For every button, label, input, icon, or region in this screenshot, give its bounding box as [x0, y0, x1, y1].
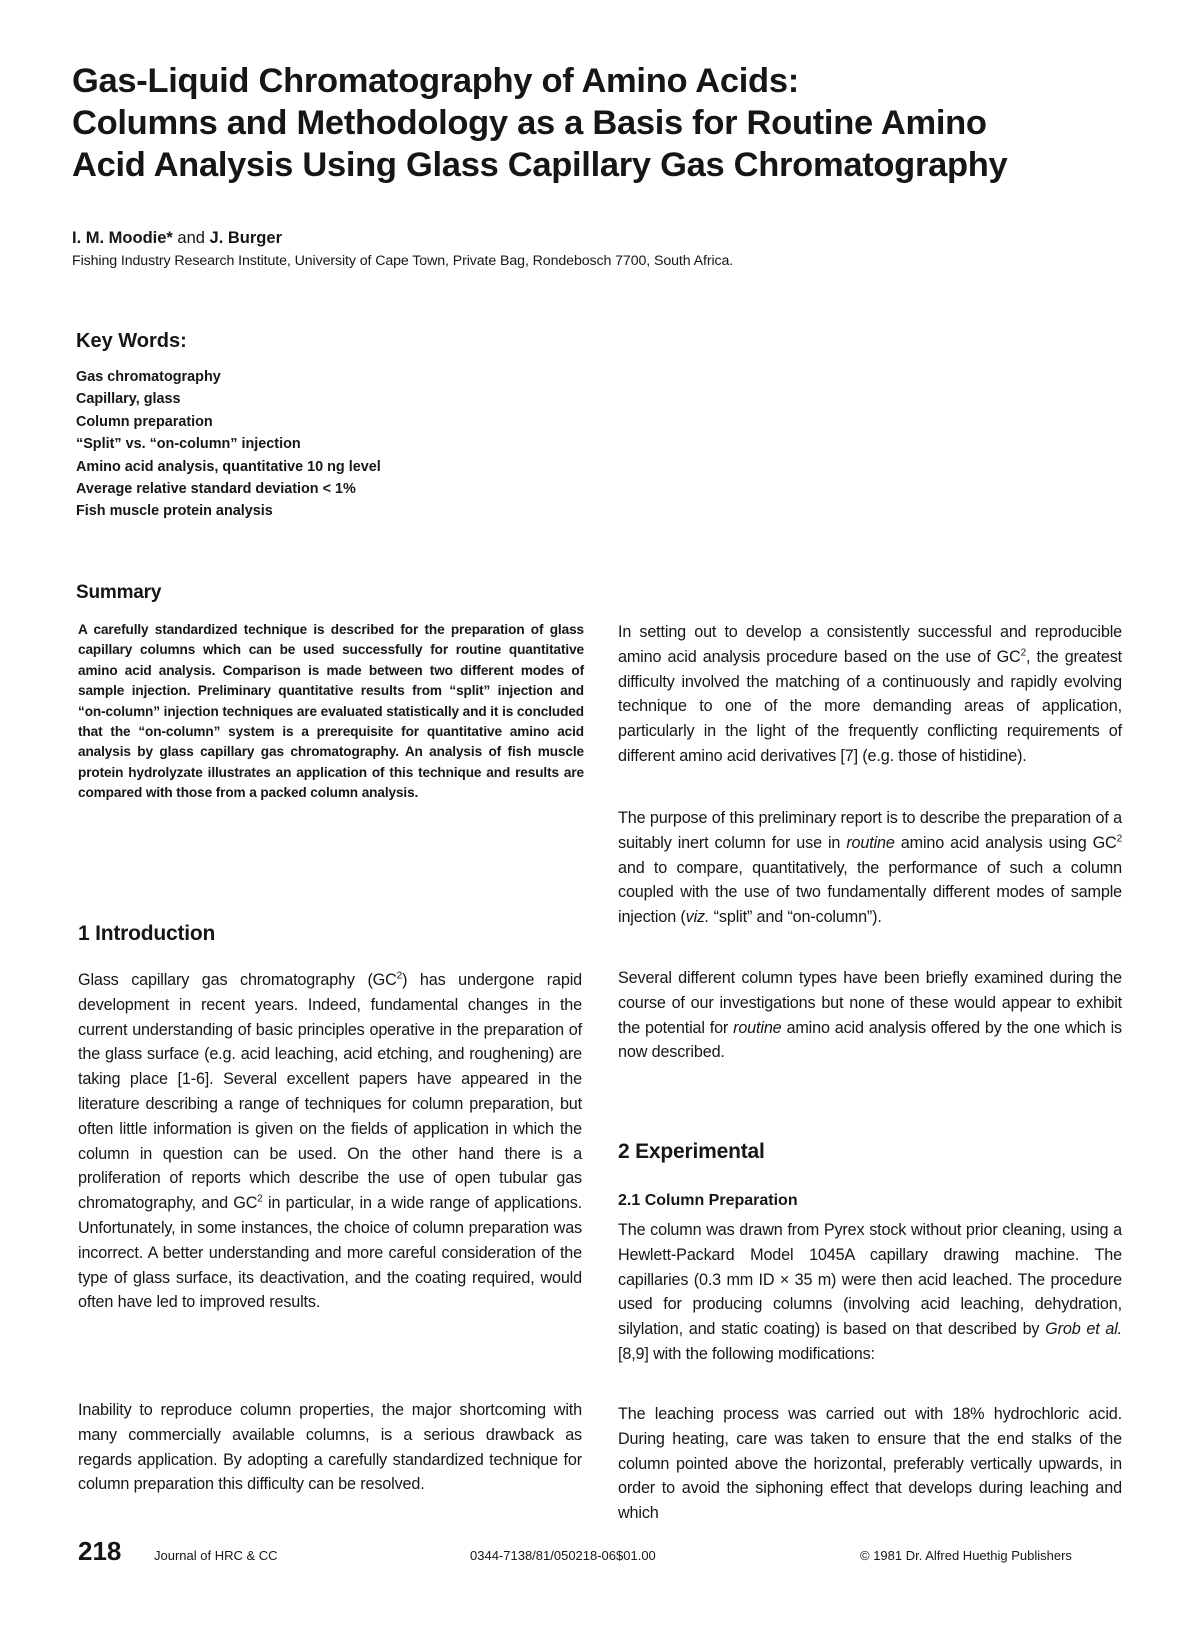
text-run: The purpose of this preliminary report is to describe the preparation of a suitably inert column for use in [618, 809, 1122, 852]
text-run: [8,9] with the following modifications: [618, 1344, 875, 1363]
text-run: In setting out to develop a consistently successful and reproducible amino acid analysis procedure based on the use of GC [618, 623, 1122, 666]
author-name: I. M. Moodie* [72, 229, 173, 247]
text-run: amino acid analysis offered by the one which is now described. [618, 1018, 1122, 1062]
title-line: Gas-Liquid Chromatography of Amino Acids: [72, 62, 799, 100]
keyword-item: Gas chromatography [76, 369, 221, 385]
author-line [72, 229, 282, 248]
journal-name: Journal of HRC & CC [154, 1548, 278, 1563]
text-run: Glass capillary gas chromatography (GC [78, 971, 397, 989]
article-code: 0344-7138/81/050218-06$01.00 [470, 1548, 656, 1563]
experimental-heading: 2 Experimental [618, 1140, 765, 1163]
keyword-item: Amino acid analysis, quantitative 10 ng level [76, 458, 381, 475]
text-run: Several different column types have been briefly examined during the course of our investigations but none of these would appear to exhibit the potential for [618, 969, 1122, 1037]
keyword-item: Capillary, glass [76, 391, 181, 408]
right-paragraph-1 [618, 620, 1122, 769]
summary-text: A carefully standardized technique is described for the preparation of glass capillary columns which can be used successfully for routine quantitative amino acid analysis. Comparison is made between two different modes of sample injection. Preliminary quantitative results from “split” injection and “on-column” injection techniques are evaluated statistically and it is concluded that the “on-column” system is a prerequisite for quantitative amino acid analysis by glass capillary gas chromatography. An analysis of fish muscle protein hydrolyzate illustrates an application of this technique and results are compared with those from a packed column analysis. [78, 622, 584, 801]
text-run: “split” and “on-column”). [709, 908, 882, 927]
title-line: Columns and Methodology as a Basis for Routine Amino [72, 104, 987, 142]
summary-heading: Summary [76, 582, 162, 603]
keyword-item: “Split” vs. “on-column” injection [76, 436, 301, 453]
keywords-list [76, 366, 381, 523]
column-preparation-heading: 2.1 Column Preparation [618, 1192, 798, 1209]
right-paragraph-3 [618, 966, 1122, 1065]
article-title [72, 60, 1132, 186]
experimental-paragraph-2: The leaching process was carried out with 18% hydrochloric acid. During heating, care was taken to ensure that the end stalks of the column pointed above the horizontal, preferably vertically upwards, in order to avoid the siphoning effect that develops during leaching and which [618, 1405, 1122, 1523]
text-run: in particular, in a wide range of applications. Unfortunately, in some instances, the choice of column preparation was incorrect. A better understanding and more careful consideration of the type of glass surface, its deactivation, and the coating required, would often have led to improved results. [78, 1194, 582, 1312]
author-name: J. Burger [209, 229, 282, 247]
text-run: , the greatest difficulty involved the matching of a continuously and rapidly evolving technique to one of the more demanding areas of application, particularly in the light of the frequently conflicting requirements of different amino acid derivatives [7] (e.g. those of histidine). [618, 647, 1122, 765]
keyword-item: Fish muscle protein analysis [76, 503, 273, 520]
copyright-notice: © 1981 Dr. Alfred Huethig Publishers [860, 1548, 1072, 1563]
experimental-paragraph-1 [618, 1218, 1122, 1367]
superscript: 2 [1116, 833, 1123, 845]
text-run: amino acid analysis using GC [894, 833, 1117, 852]
page-number: 218 [78, 1536, 122, 1566]
emphasis: viz. [685, 908, 710, 927]
text-run: and to compare, quantitatively, the performance of such a column coupled with the use of two fundamentally different modes of sample injection ( [618, 858, 1122, 927]
text-run: ) has undergone rapid development in recent years. Indeed, fundamental changes in the current understanding of basic principles operative in the preparation of the glass surface (e.g. acid leaching, acid etching, and roughening) are taking place [1-6]. Several excellent papers have appeared in the literature describing a range of techniques for column preparation, but often little information is given on the fields of application in which the column in question can be used. On the other hand there is a proliferation of reports which describe the use of open tubular gas chromatography, and GC [78, 971, 582, 1213]
keywords-heading: Key Words: [76, 330, 187, 352]
right-paragraph-2 [618, 806, 1122, 930]
title-line: Acid Analysis Using Glass Capillary Gas Chromatography [72, 146, 1008, 184]
keyword-item: Column preparation [76, 413, 213, 430]
affiliation: Fishing Industry Research Institute, University of Cape Town, Private Bag, Rondebosch 7700, South Africa. [72, 253, 734, 269]
superscript: 2 [257, 1193, 263, 1205]
superscript: 2 [396, 970, 403, 982]
introduction-paragraph-2: Inability to reproduce column properties, the major shortcoming with many commercially available columns, is a serious drawback as regards application. By adopting a carefully standardized technique for column preparation this difficulty can be resolved. [78, 1401, 582, 1494]
introduction-heading: 1 Introduction [78, 922, 216, 945]
author-joiner: and [172, 229, 210, 247]
text-run: The column was drawn from Pyrex stock without prior cleaning, using a Hewlett-Packard Model 1045A capillary drawing machine. The capillaries (0.3 mm ID × 35 m) were then acid leached. The procedure used for producing columns (involving acid leaching, dehydration, silylation, and static coating) is based on that described by [618, 1221, 1122, 1339]
introduction-paragraph-1 [78, 968, 582, 1315]
emphasis: routine [846, 833, 895, 852]
superscript: 2 [1020, 647, 1026, 659]
keyword-item: Average relative standard deviation < 1% [76, 481, 356, 498]
emphasis: Grob et al. [1045, 1320, 1122, 1339]
emphasis: routine [733, 1018, 782, 1037]
